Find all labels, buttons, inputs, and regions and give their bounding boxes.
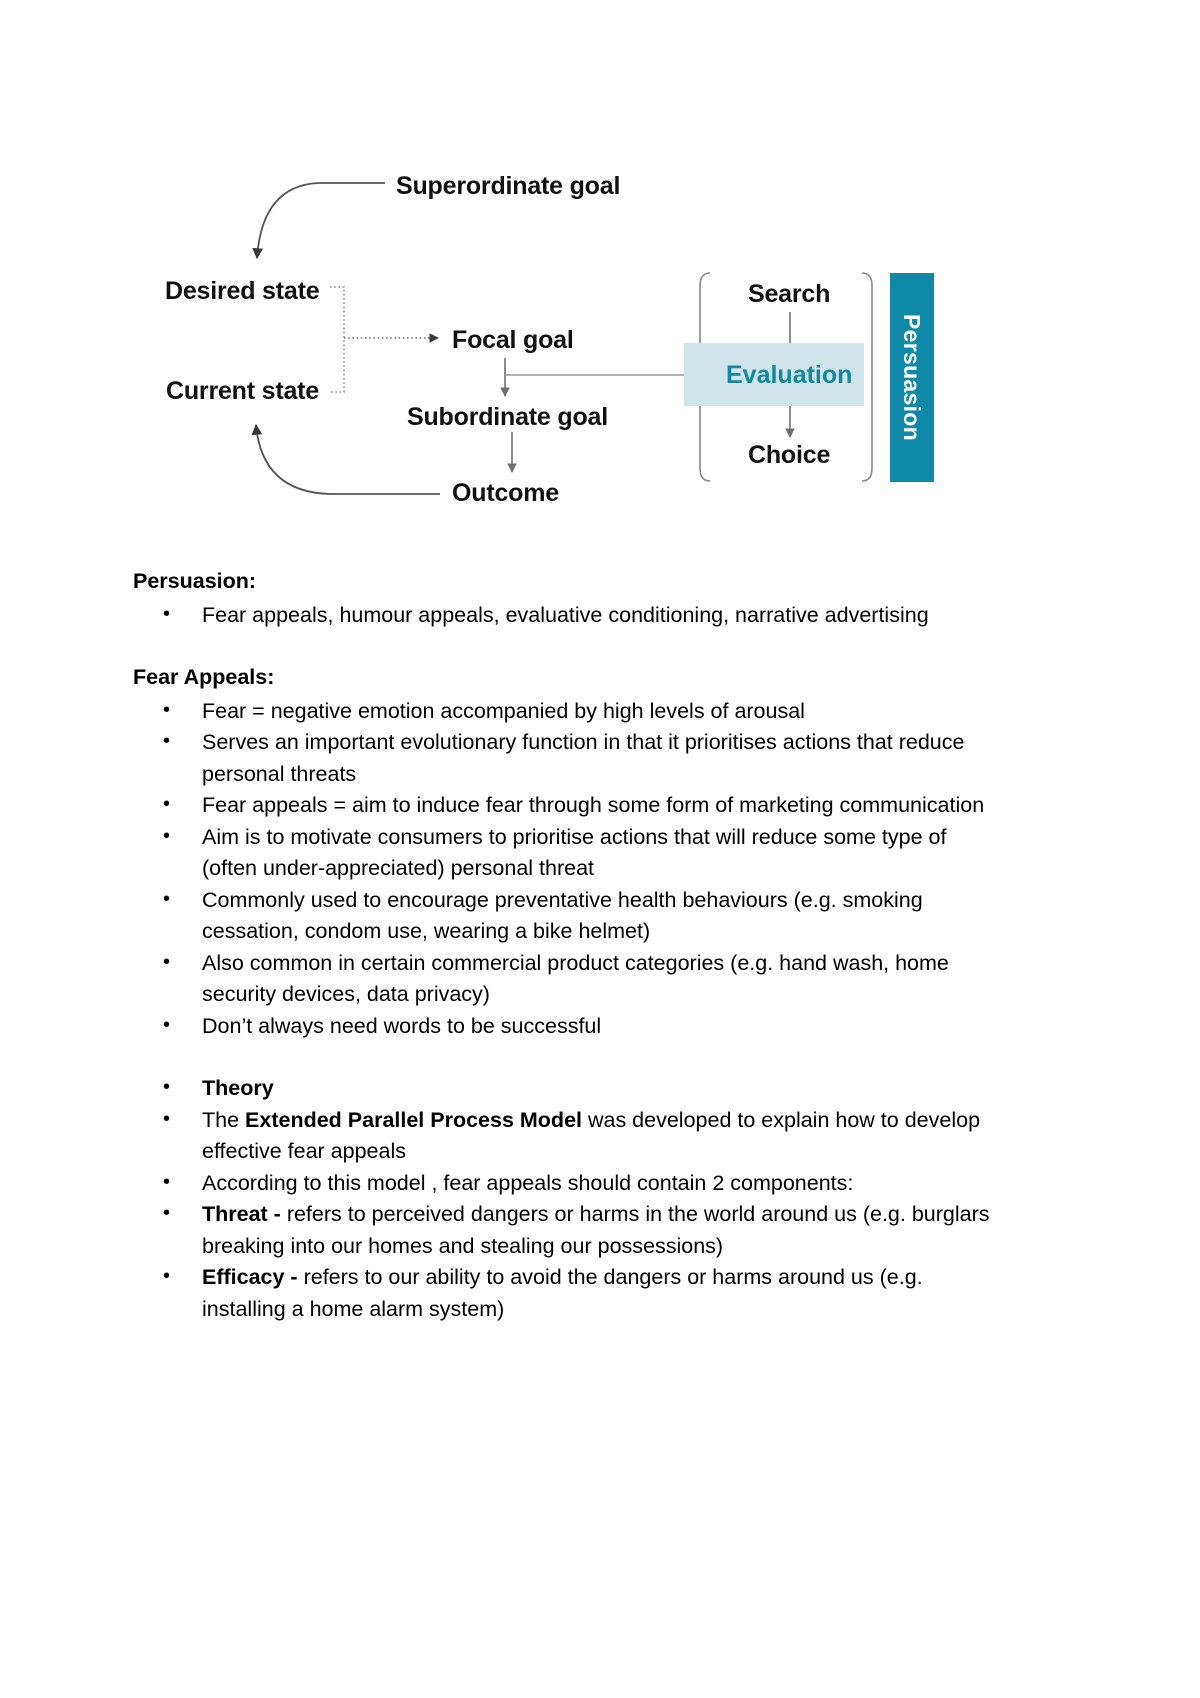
diagram-connectors — [0, 0, 1200, 540]
list-item-bold-lead: Efficacy - — [202, 1265, 298, 1289]
list-item — [133, 1199, 993, 1262]
list-item: • Aim is to motivate consumers to prioritise actions that will reduce some type of (often under-appreciated) personal threat — [133, 822, 993, 885]
node-subordinate-goal: Subordinate goal — [407, 403, 608, 431]
section-spacer — [133, 631, 993, 662]
node-superordinate-goal: Superordinate goal — [396, 172, 621, 200]
section-heading-fear-appeals: Fear Appeals: — [133, 665, 275, 689]
list-item: • According to this model , fear appeals should contain 2 components: — [133, 1168, 993, 1200]
list-item: • Fear appeals, humour appeals, evaluative conditioning, narrative advertising — [133, 600, 993, 632]
goal-hierarchy-diagram — [0, 0, 1200, 540]
node-desired-state: Desired state — [165, 277, 320, 305]
list-item-text: refers to perceived dangers or harms in the world around us (e.g. burglars breaking into our homes and stealing our possessions) — [202, 1202, 990, 1258]
bullet-list-fear-appeals — [133, 696, 993, 1043]
list-item-bold-lead: Theory — [202, 1076, 274, 1100]
list-item: • Also common in certain commercial product categories (e.g. hand wash, home security devices, data privacy) — [133, 948, 993, 1011]
node-search: Search — [748, 280, 831, 308]
list-item — [133, 1105, 993, 1168]
list-item: • Fear appeals = aim to induce fear through some form of marketing communication — [133, 790, 993, 822]
arrow-superordinate-to-desired — [257, 183, 385, 258]
bullet-list-persuasion — [133, 600, 993, 632]
bullet-list-theory — [133, 1073, 993, 1325]
list-item-bold-lead: Threat - — [202, 1202, 281, 1226]
list-item-text: refers to our ability to avoid the dangers or harms around us (e.g. installing a home alarm system) — [202, 1265, 923, 1321]
list-item-bold-lead: Extended Parallel Process Model — [245, 1107, 582, 1132]
list-item-text: was developed to explain how to develop effective fear appeals — [202, 1107, 981, 1163]
node-focal-goal: Focal goal — [452, 326, 574, 354]
arrow-outcome-to-current-state — [256, 425, 440, 494]
list-item — [133, 1073, 993, 1105]
list-item: • Serves an important evolutionary function in that it prioritises actions that reduce personal threats — [133, 727, 993, 790]
section-heading-persuasion: Persuasion: — [133, 569, 257, 593]
list-item: • Don’t always need words to be successful — [133, 1011, 993, 1043]
persuasion-bar — [890, 273, 934, 482]
list-item-prefix: The — [202, 1107, 246, 1132]
list-item: • Commonly used to encourage preventative health behaviours (e.g. smoking cessation, condom use, wearing a bike helmet) — [133, 885, 993, 948]
notes-body — [133, 566, 993, 1325]
node-outcome: Outcome — [452, 479, 559, 507]
node-evaluation: Evaluation — [726, 361, 853, 389]
node-choice: Choice — [748, 441, 831, 469]
list-item — [133, 1262, 993, 1325]
node-current-state: Current state — [166, 377, 319, 405]
persuasion-bar-label: Persuasion — [899, 314, 926, 441]
list-item: • Fear = negative emotion accompanied by high levels of arousal — [133, 696, 993, 728]
section-spacer — [133, 1042, 993, 1073]
bracket-desired-current — [330, 287, 344, 392]
